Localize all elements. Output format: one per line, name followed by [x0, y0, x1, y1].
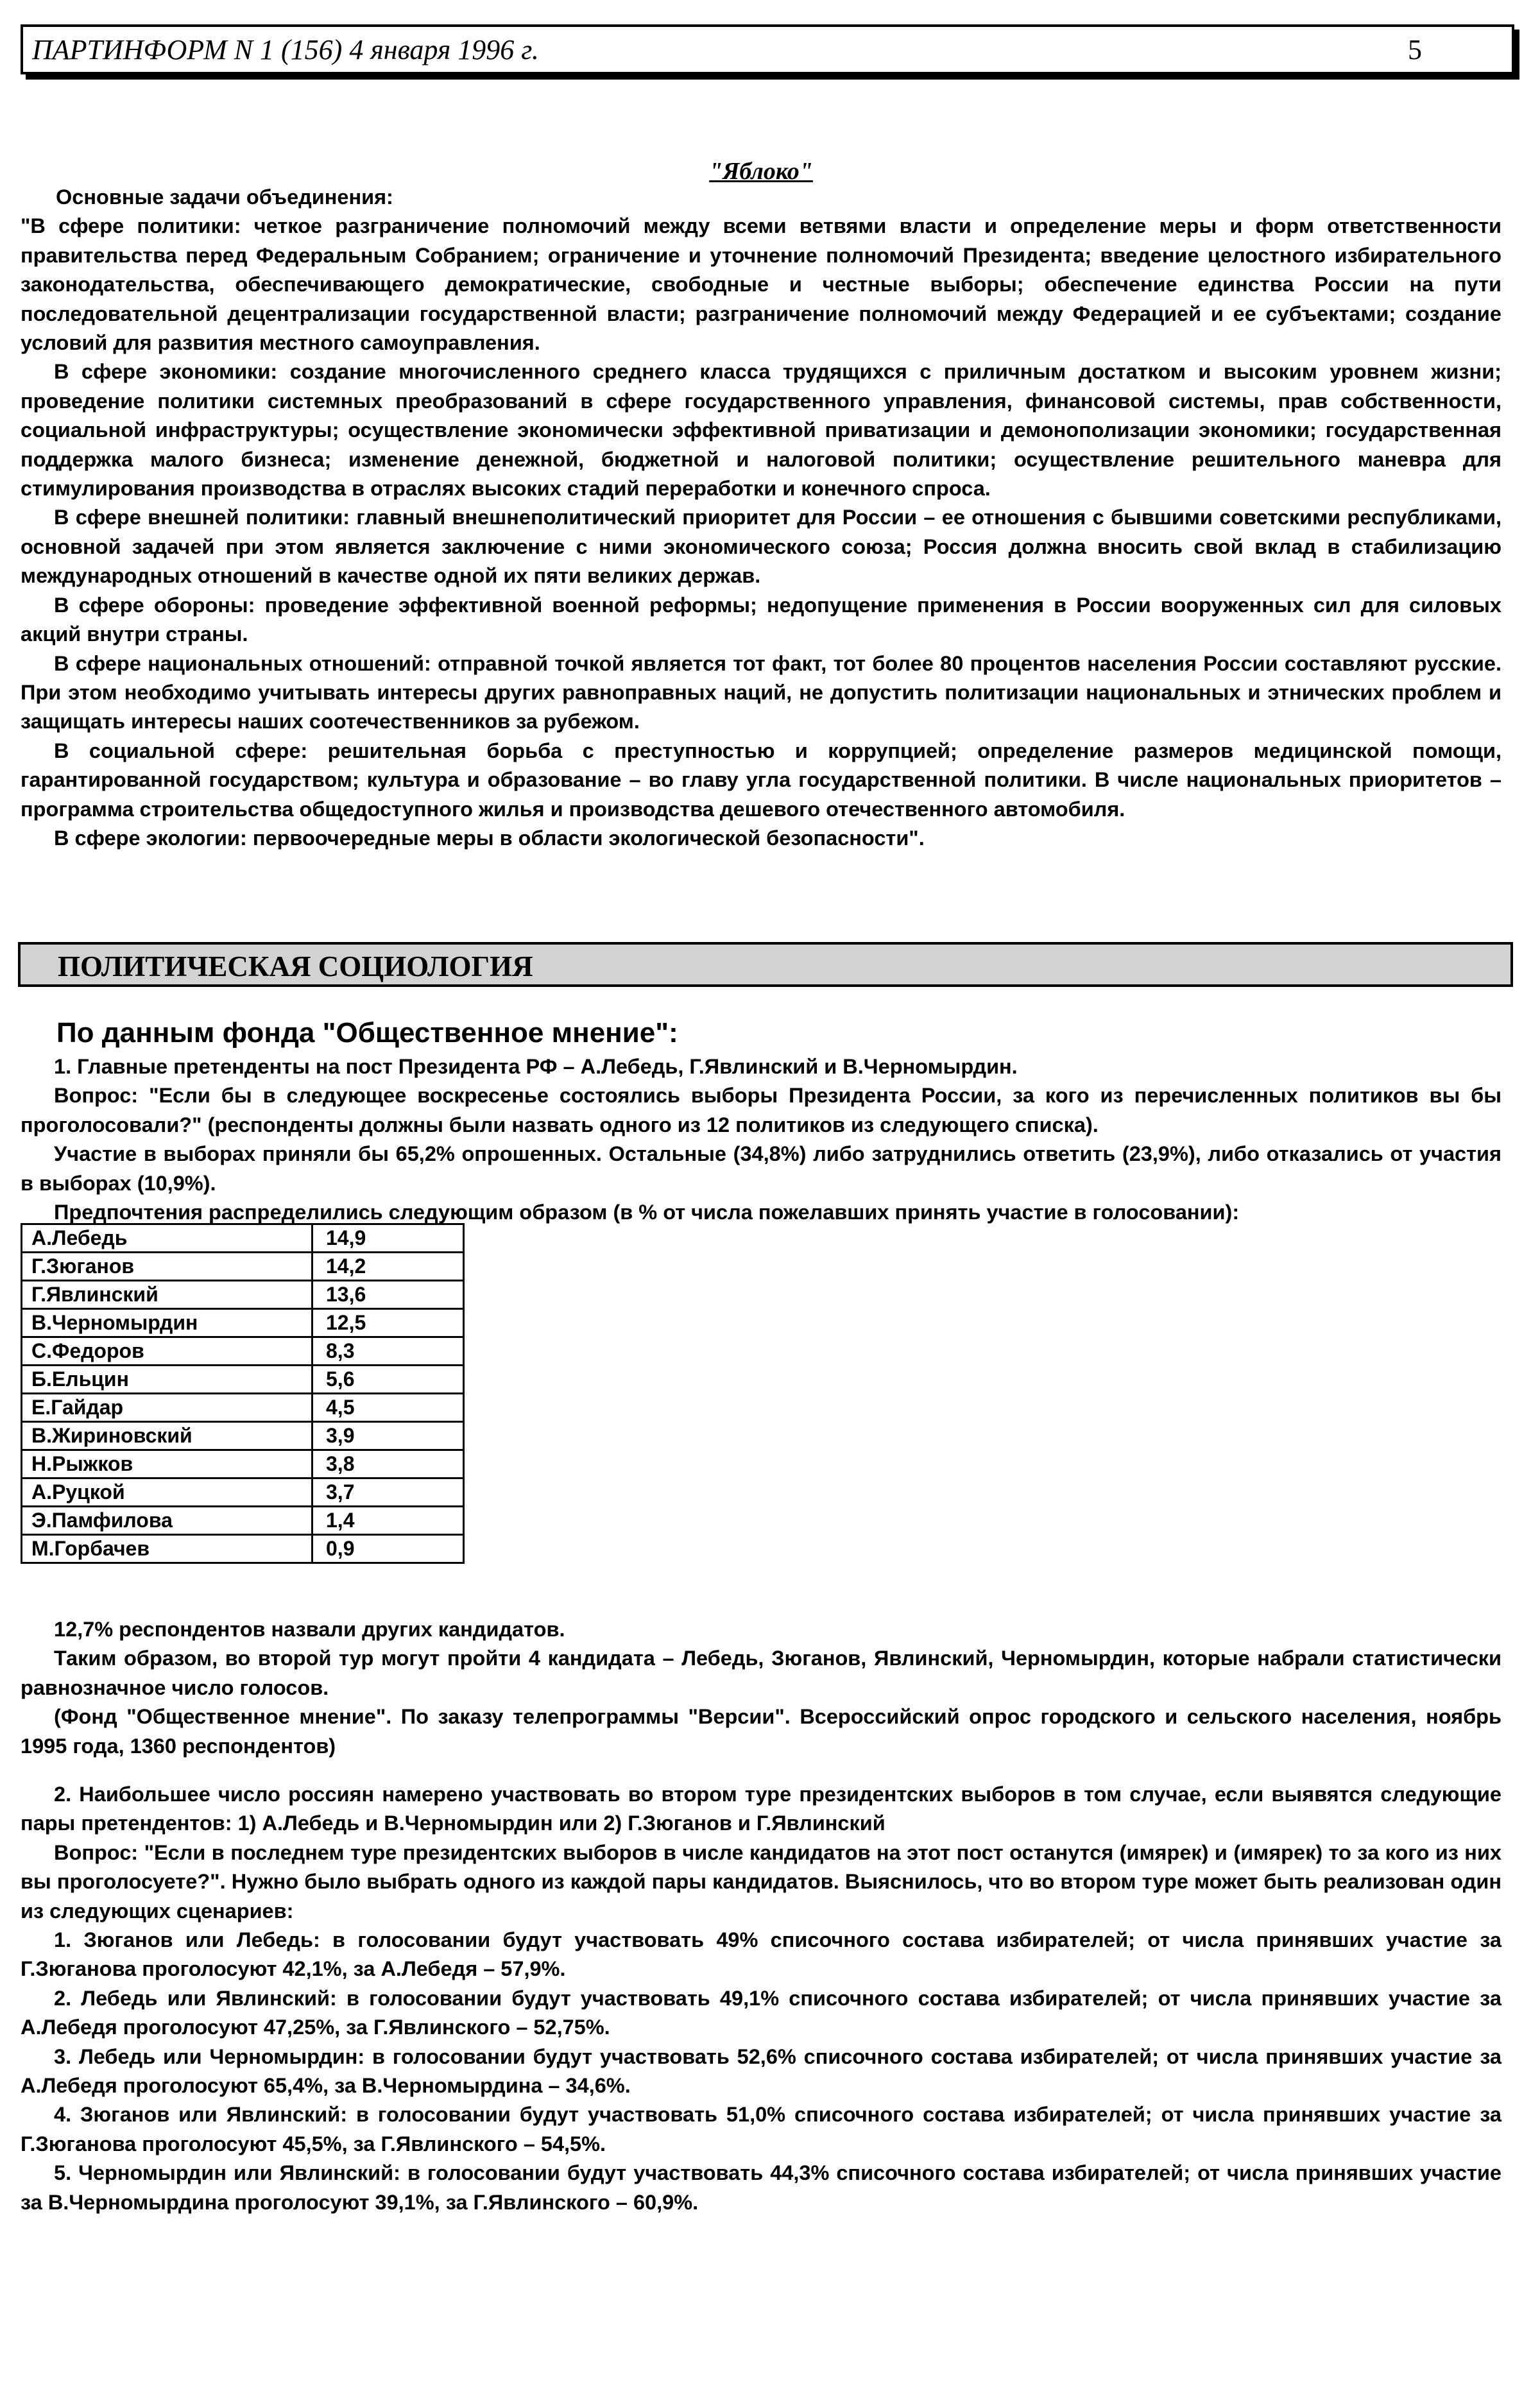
table-row: [22, 1507, 464, 1535]
candidate-name: Э.Памфилова: [22, 1507, 312, 1535]
table-row: [22, 1309, 464, 1337]
candidate-name: В.Жириновский: [22, 1422, 312, 1450]
candidate-name: М.Горбачев: [22, 1535, 312, 1563]
table-row: [22, 1337, 464, 1366]
paragraph: 5. Черномырдин или Явлинский: в голосовании будут участвовать 44,3% списочного состава избирателей; от числа принявших участие за В.Черномырдина проголосуют 39,1%, за Г.Явлинского – 60,9%.: [21, 2161, 1502, 2214]
paragraph: Вопрос: "Если бы в следующее воскресенье состоялись выборы Президента России, за кого из перечисленных политиков вы бы проголосовали?" (респонденты должны были назвать одного из 12 политиков из следующего списка).: [21, 1084, 1502, 1136]
paragraph: 3. Лебедь или Черномырдин: в голосовании будут участвовать 52,6% списочного состава избирателей; от числа принявших участие за А.Лебедя проголосуют 65,4%, за В.Черномырдина – 34,6%.: [21, 2044, 1502, 2098]
survey-conclusion: [21, 1615, 1502, 1761]
candidate-name: С.Федоров: [22, 1337, 312, 1366]
candidate-percent: 3,7: [312, 1478, 464, 1507]
candidate-name: Г.Зюганов: [22, 1253, 312, 1281]
paragraph: В сфере обороны: проведение эффективной военной реформы; недопущение применения в России вооруженных сил для силовых акций внутри страны.: [21, 593, 1502, 646]
table-row: [22, 1450, 464, 1478]
paragraph: Участие в выборах приняли бы 65,2% опрошенных. Остальные (34,8%) либо затруднились ответить (23,9%), либо отказались от участия в выборах (10,9%).: [21, 1142, 1502, 1195]
paragraph: 2. Лебедь или Явлинский: в голосовании будут участвовать 49,1% списочного состава избирателей; от числа принявших участие за А.Лебедя проголосуют 47,25%, за Г.Явлинского – 52,75%.: [21, 1986, 1502, 2039]
candidate-name: Б.Ельцин: [22, 1366, 312, 1394]
paragraph: Вопрос: "Если в последнем туре президентских выборов в числе кандидатов на этот пост останутся (имярек) и (имярек) то за кого из них вы проголосуете?". Нужно было выбрать одного из каждой пары кандидатов. Выяснилось, что во втором туре может быть реализован один из следующих сценариев:: [21, 1840, 1502, 1923]
candidate-percent: 14,9: [312, 1224, 464, 1253]
table-row: [22, 1535, 464, 1563]
table-row: [22, 1224, 464, 1253]
paragraph: Предпочтения распределились следующим образом (в % от числа пожелавших принять участие в голосовании):: [54, 1201, 1240, 1224]
section-banner: [18, 942, 1513, 987]
paragraph: "В сфере политики: четкое разграничение полномочий между всеми ветвями власти и определение меры и форм ответственности правительства перед Федеральным Собранием; ограничение и уточнение полномочий Президента; введение целостного избирательного законодательства, обеспечивающего демократические, свободные и честные выборы; обеспечение единства России на пути последовательной децентрализации государственной власти; разграничение полномочий между Федерацией и ее субъектами; создание условий для развития местного самоуправления.: [21, 214, 1502, 355]
candidate-name: А.Руцкой: [22, 1478, 312, 1507]
section-banner-title: ПОЛИТИЧЕСКАЯ СОЦИОЛОГИЯ: [58, 950, 533, 982]
candidate-percent: 13,6: [312, 1281, 464, 1309]
ratings-table: [21, 1223, 465, 1564]
candidate-percent: 5,6: [312, 1366, 464, 1394]
paragraph: В социальной сфере: решительная борьба с преступностью и коррупцией; определение размеров медицинской помощи, гарантированной государством; культура и образование – во главу угла государственной политики. В числе национальных приоритетов – программа строительства общедоступного жилья и производства дешевого отечественного автомобиля.: [21, 739, 1502, 821]
table-row: [22, 1422, 464, 1450]
paragraph: В сфере экологии: первоочередные меры в области экологической безопасности".: [54, 826, 925, 850]
table-row: [22, 1281, 464, 1309]
page-number: 5: [1408, 34, 1422, 65]
candidate-percent: 12,5: [312, 1309, 464, 1337]
candidate-percent: 4,5: [312, 1394, 464, 1422]
candidate-name: Е.Гайдар: [22, 1394, 312, 1422]
candidate-percent: 0,9: [312, 1535, 464, 1563]
page-header: [21, 24, 1514, 74]
paragraph: 2. Наибольшее число россиян намерено участвовать во втором туре президентских выборов в том случае, если выявятся следующие пары претендентов: 1) А.Лебедь и В.Черномырдин или 2) Г.Зюганов и Г.Явлинский: [21, 1783, 1502, 1835]
candidate-percent: 3,9: [312, 1422, 464, 1450]
survey-intro: [21, 1052, 1502, 1227]
candidate-name: А.Лебедь: [22, 1224, 312, 1253]
candidate-name: Г.Явлинский: [22, 1281, 312, 1309]
candidate-percent: 8,3: [312, 1337, 464, 1366]
candidate-percent: 1,4: [312, 1507, 464, 1535]
paragraph: 4. Зюганов или Явлинский: в голосовании будут участвовать 51,0% списочного состава избирателей; от числа принявших участие за Г.Зюганова проголосуют 45,5%, за Г.Явлинского – 54,5%.: [21, 2103, 1502, 2155]
yabloko-section: [21, 158, 1502, 853]
table-row: [22, 1478, 464, 1507]
party-heading: "Яблоко": [709, 158, 813, 185]
paragraph: (Фонд "Общественное мнение". По заказу телепрограммы "Версии". Всероссийский опрос городского и сельского населения, ноябрь 1995 года, 1360 респондентов): [21, 1705, 1502, 1758]
survey-part2: [21, 1780, 1502, 2217]
paragraph: В сфере внешней политики: главный внешнеполитический приоритет для России – ее отношения с бывшими советскими республиками, основной задачей при этом является заключение с ними экономического союза; Россия должна вносить свой вклад в стабилизацию международных отношений в качестве одной их пяти великих держав.: [21, 506, 1502, 588]
table-row: [22, 1394, 464, 1422]
paragraph: Таким образом, во второй тур могут пройти 4 кандидата – Лебедь, Зюганов, Явлинский, Черномырдин, которые набрали статистически равнозначное число голосов.: [21, 1647, 1502, 1699]
paragraph: В сфере экономики: создание многочисленного среднего класса трудящихся с приличным достатком и высоким уровнем жизни; проведение политики системных преобразований в сфере государственного управления, финансовой системы, прав собственности, социальной инфраструктуры; осуществление экономически эффективной приватизации и демонополизации экономики; государственная поддержка малого бизнеса; изменение денежной, бюджетной и налоговой политики; осуществление решительного маневра для стимулирования производства в отраслях высоких стадий переработки и конечного спроса.: [21, 360, 1502, 501]
paragraph: В сфере национальных отношений: отправной точкой является тот факт, тот более 80 процентов населения России составляют русские. При этом необходимо учитывать интересы других равноправных наций, не допустить политизации национальных и этнических проблем и защищать интересы наших соотечественников за рубежом.: [21, 651, 1502, 733]
paragraph: 12,7% респондентов назвали других кандидатов.: [54, 1618, 565, 1641]
candidate-name: В.Черномырдин: [22, 1309, 312, 1337]
candidate-percent: 3,8: [312, 1450, 464, 1478]
yabloko-lead: Основные задачи объединения:: [56, 185, 393, 209]
candidate-percent: 14,2: [312, 1253, 464, 1281]
paragraph: 1. Главные претенденты на пост Президента РФ – А.Лебедь, Г.Явлинский и В.Черномырдин.: [54, 1055, 1018, 1078]
table-row: [22, 1366, 464, 1394]
survey-heading: По данным фонда "Общественное мнение":: [56, 1017, 678, 1049]
table-row: [22, 1253, 464, 1281]
candidate-name: Н.Рыжков: [22, 1450, 312, 1478]
publication-title: ПАРТИНФОРМ N 1 (156) 4 января 1996 г.: [32, 34, 539, 65]
paragraph: 1. Зюганов или Лебедь: в голосовании будут участвовать 49% списочного состава избирателей; от числа принявших участие за Г.Зюганова проголосуют 42,1%, за А.Лебедя – 57,9%.: [21, 1928, 1502, 1981]
